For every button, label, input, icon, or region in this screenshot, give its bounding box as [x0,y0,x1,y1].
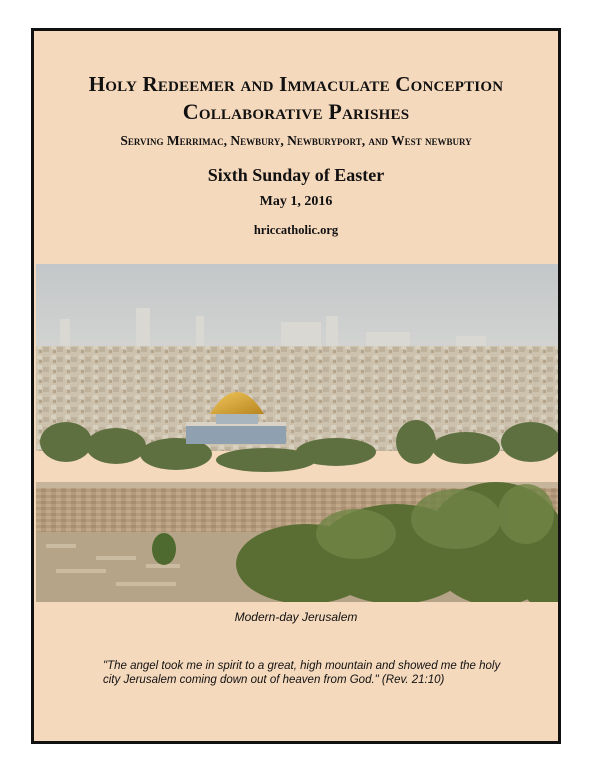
date: May 1, 2016 [259,194,333,209]
title-line-2: Collaborative Parishes [182,99,410,124]
scripture-quote: "The angel took me in spirit to a great, high mountain and showed me the holy city Jerusalem coming down out of heaven from God." (Rev. 21:10) [103,660,501,686]
serving-line: Serving Merrimac, Newbury, Newburyport, and West newbury [120,133,472,148]
photo-caption: Modern-day Jerusalem [234,610,358,624]
occasion-title: Sixth Sunday of Easter [207,165,385,185]
title-line-1: Holy Redeemer and Immaculate Conception [88,72,504,96]
bulletin-cover [31,28,561,744]
website: hriccatholic.org [253,223,339,237]
jerusalem-photo [36,264,558,602]
